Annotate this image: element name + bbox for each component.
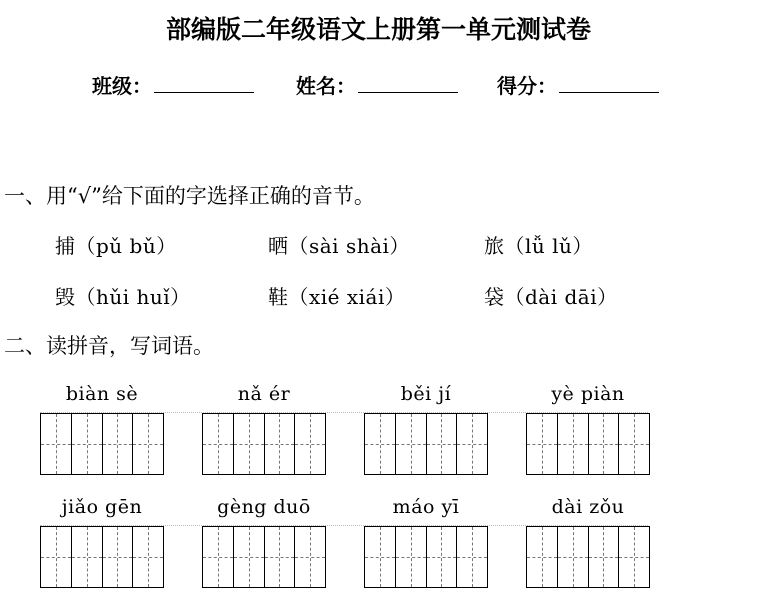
writing-grid[interactable] — [364, 413, 488, 475]
grid-cell[interactable] — [527, 527, 558, 587]
grid-cell[interactable] — [103, 527, 134, 587]
pinyin-label: jiǎo gēn — [61, 496, 143, 518]
writing-grid[interactable] — [364, 526, 488, 588]
grid-cell[interactable] — [589, 414, 620, 474]
grid-cell[interactable] — [619, 414, 649, 474]
grid-cell[interactable] — [41, 527, 72, 587]
class-label: 班级： — [92, 74, 152, 98]
grid-cell[interactable] — [72, 414, 103, 474]
name-label: 姓名： — [296, 74, 356, 98]
grid-cell[interactable] — [396, 414, 427, 474]
grid-cell[interactable] — [457, 527, 487, 587]
grid-cell[interactable] — [103, 414, 134, 474]
grid-cell[interactable] — [558, 414, 589, 474]
grid-cell[interactable] — [265, 527, 296, 587]
grid-cell[interactable] — [295, 527, 325, 587]
grid-cell[interactable] — [619, 527, 649, 587]
grid-cell[interactable] — [365, 527, 396, 587]
section2-heading: 二、读拼音，写词语。 — [4, 334, 214, 358]
name-field — [296, 70, 458, 99]
choice-item[interactable]: 旅（lǚ lǔ） — [484, 234, 593, 258]
name-blank[interactable] — [358, 70, 458, 93]
class-field — [92, 70, 254, 99]
grid-cell[interactable] — [589, 527, 620, 587]
grid-cell[interactable] — [558, 527, 589, 587]
pinyin-label: yè piàn — [551, 383, 625, 405]
grid-cell[interactable] — [41, 414, 72, 474]
class-blank[interactable] — [154, 70, 254, 93]
grid-cell[interactable] — [396, 527, 427, 587]
grid-cell[interactable] — [133, 527, 163, 587]
grid-cell[interactable] — [234, 414, 265, 474]
pinyin-label: máo yī — [392, 496, 460, 518]
writing-grid[interactable] — [40, 413, 164, 475]
grid-cell[interactable] — [427, 527, 458, 587]
choice-item[interactable]: 晒（sài shài） — [268, 234, 410, 258]
choice-item[interactable]: 毁（hǔi huǐ） — [55, 285, 191, 309]
choice-item[interactable]: 鞋（xié xiái） — [268, 285, 406, 309]
grid-cell[interactable] — [295, 414, 325, 474]
score-blank[interactable] — [559, 70, 659, 93]
writing-grid[interactable] — [202, 526, 326, 588]
pinyin-label: nǎ ér — [237, 383, 291, 405]
choice-item[interactable]: 袋（dài dāi） — [484, 285, 618, 309]
pinyin-label: biàn sè — [65, 383, 139, 405]
grid-cell[interactable] — [72, 527, 103, 587]
grid-cell[interactable] — [133, 414, 163, 474]
grid-cell[interactable] — [234, 527, 265, 587]
pinyin-label: běi jí — [400, 383, 452, 405]
writing-grid[interactable] — [526, 413, 650, 475]
score-label: 得分： — [497, 74, 557, 98]
grid-cell[interactable] — [265, 414, 296, 474]
grid-cell[interactable] — [203, 527, 234, 587]
writing-grid[interactable] — [202, 413, 326, 475]
section1-heading: 一、用“√”给下面的字选择正确的音节。 — [4, 184, 375, 208]
writing-grid[interactable] — [526, 526, 650, 588]
grid-cell[interactable] — [365, 414, 396, 474]
score-field — [497, 70, 659, 99]
pinyin-label: dài zǒu — [551, 496, 625, 518]
writing-grid[interactable] — [40, 526, 164, 588]
grid-cell[interactable] — [457, 414, 487, 474]
pinyin-label: gèng duō — [217, 496, 311, 518]
page-title: 部编版二年级语文上册第一单元测试卷 — [165, 15, 591, 44]
grid-cell[interactable] — [427, 414, 458, 474]
choice-item[interactable]: 捕（pǔ bǔ） — [55, 234, 177, 258]
grid-cell[interactable] — [527, 414, 558, 474]
grid-cell[interactable] — [203, 414, 234, 474]
